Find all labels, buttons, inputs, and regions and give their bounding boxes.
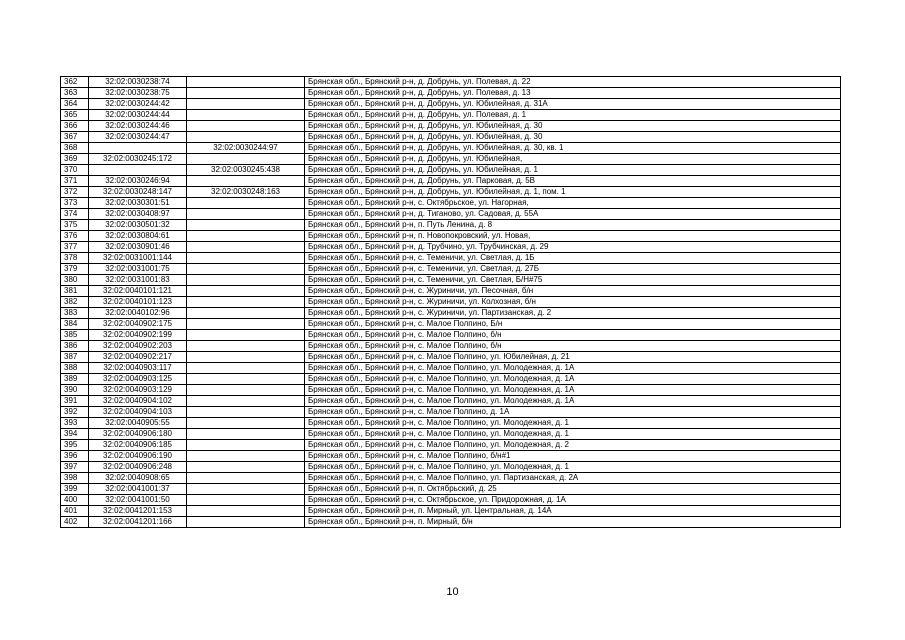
- parent-cadastral-cell: [187, 275, 305, 286]
- row-number-cell: 392: [61, 407, 89, 418]
- row-number-cell: 375: [61, 220, 89, 231]
- table-row: [61, 209, 841, 220]
- row-number-cell: 402: [61, 517, 89, 528]
- parent-cadastral-cell: [187, 363, 305, 374]
- table-row: [61, 198, 841, 209]
- cadastral-number-cell: 32:02:0031001:75: [89, 264, 187, 275]
- parent-cadastral-cell: [187, 132, 305, 143]
- row-number-cell: 382: [61, 297, 89, 308]
- cadastral-number-cell: 32:02:0040904:103: [89, 407, 187, 418]
- table-row: [61, 165, 841, 176]
- table-row: [61, 286, 841, 297]
- row-number-cell: 376: [61, 231, 89, 242]
- table-row: [61, 77, 841, 88]
- address-cell: Брянская обл., Брянский р-н, д. Добрунь, ул. Юбилейная, д. 30: [305, 121, 841, 132]
- table-row: [61, 275, 841, 286]
- address-cell: Брянская обл., Брянский р-н, д. Добрунь, ул. Юбилейная, д. 1, пом. 1: [305, 187, 841, 198]
- address-cell: Брянская обл., Брянский р-н, с. Журиничи, ул. Песочная, б/н: [305, 286, 841, 297]
- table-row: [61, 484, 841, 495]
- address-cell: Брянская обл., Брянский р-н, д. Добрунь, ул. Юбилейная, д. 1: [305, 165, 841, 176]
- table-row: [61, 385, 841, 396]
- row-number-cell: 388: [61, 363, 89, 374]
- address-cell: Брянская обл., Брянский р-н, п. Путь Ленина, д. 8: [305, 220, 841, 231]
- row-number-cell: 400: [61, 495, 89, 506]
- parent-cadastral-cell: [187, 429, 305, 440]
- table-row: [61, 242, 841, 253]
- table-row: [61, 407, 841, 418]
- cadastral-number-cell: 32:02:0041001:37: [89, 484, 187, 495]
- row-number-cell: 394: [61, 429, 89, 440]
- cadastral-number-cell: 32:02:0040902:203: [89, 341, 187, 352]
- table-row: [61, 495, 841, 506]
- cadastral-number-cell: 32:02:0030245:172: [89, 154, 187, 165]
- cadastral-number-cell: 32:02:0031001:83: [89, 275, 187, 286]
- address-cell: Брянская обл., Брянский р-н, с. Малое Полпино, ул. Молодежная, д. 2: [305, 440, 841, 451]
- address-cell: Брянская обл., Брянский р-н, с. Малое Полпино, ул. Молодежная, д. 1А: [305, 396, 841, 407]
- table-row: [61, 440, 841, 451]
- cadastral-number-cell: 32:02:0040906:185: [89, 440, 187, 451]
- parent-cadastral-cell: [187, 330, 305, 341]
- parent-cadastral-cell: [187, 198, 305, 209]
- table-row: [61, 264, 841, 275]
- table-row: [61, 187, 841, 198]
- table-row: [61, 88, 841, 99]
- parent-cadastral-cell: [187, 396, 305, 407]
- address-cell: Брянская обл., Брянский р-н, с. Малое Полпино, д. 1А: [305, 407, 841, 418]
- address-cell: Брянская обл., Брянский р-н, с. Журиничи, ул. Колхозная, б/н: [305, 297, 841, 308]
- parent-cadastral-cell: 32:02:0030245:438: [187, 165, 305, 176]
- cadastral-number-cell: 32:02:0030248:147: [89, 187, 187, 198]
- address-cell: Брянская обл., Брянский р-н, с. Малое Полпино, ул. Партизанская, д. 2А: [305, 473, 841, 484]
- table-row: [61, 231, 841, 242]
- table-body: [61, 77, 841, 528]
- parent-cadastral-cell: 32:02:0030248:163: [187, 187, 305, 198]
- address-cell: Брянская обл., Брянский р-н, с. Малое Полпино, ул. Молодежная, д. 1А: [305, 374, 841, 385]
- row-number-cell: 398: [61, 473, 89, 484]
- cadastral-number-cell: 32:02:0030238:75: [89, 88, 187, 99]
- row-number-cell: 389: [61, 374, 89, 385]
- address-cell: Брянская обл., Брянский р-н, д. Тиганово, ул. Садовая, д. 55А: [305, 209, 841, 220]
- table-row: [61, 330, 841, 341]
- address-cell: Брянская обл., Брянский р-н, д. Добрунь, ул. Парковая, д. 5В: [305, 176, 841, 187]
- address-cell: Брянская обл., Брянский р-н, д. Добрунь, ул. Полевая, д. 13: [305, 88, 841, 99]
- address-cell: Брянская обл., Брянский р-н, д. Добрунь, ул. Юбилейная, д. 31А: [305, 99, 841, 110]
- cadastral-number-cell: 32:02:0040101:121: [89, 286, 187, 297]
- parent-cadastral-cell: [187, 418, 305, 429]
- row-number-cell: 387: [61, 352, 89, 363]
- parent-cadastral-cell: [187, 209, 305, 220]
- address-cell: Брянская обл., Брянский р-н, д. Добрунь, ул. Полевая, д. 1: [305, 110, 841, 121]
- table-row: [61, 110, 841, 121]
- row-number-cell: 384: [61, 319, 89, 330]
- row-number-cell: 368: [61, 143, 89, 154]
- address-cell: Брянская обл., Брянский р-н, с. Октябрьское, ул. Нагорная,: [305, 198, 841, 209]
- cadastral-number-cell: 32:02:0030408:97: [89, 209, 187, 220]
- cadastral-number-cell: 32:02:0041201:153: [89, 506, 187, 517]
- address-cell: Брянская обл., Брянский р-н, с. Малое Полпино, ул. Молодежная, д. 1: [305, 429, 841, 440]
- table-row: [61, 396, 841, 407]
- cadastral-number-cell: 32:02:0030244:46: [89, 121, 187, 132]
- row-number-cell: 401: [61, 506, 89, 517]
- parent-cadastral-cell: [187, 297, 305, 308]
- address-cell: Брянская обл., Брянский р-н, с. Теменичи, ул. Светлая, Б/Н#75: [305, 275, 841, 286]
- row-number-cell: 363: [61, 88, 89, 99]
- row-number-cell: 362: [61, 77, 89, 88]
- cadastral-number-cell: 32:02:0030244:47: [89, 132, 187, 143]
- row-number-cell: 397: [61, 462, 89, 473]
- table-row: [61, 506, 841, 517]
- table-row: [61, 176, 841, 187]
- table-row: [61, 462, 841, 473]
- row-number-cell: 367: [61, 132, 89, 143]
- parent-cadastral-cell: 32:02:0030244:97: [187, 143, 305, 154]
- cadastral-number-cell: 32:02:0040905:55: [89, 418, 187, 429]
- row-number-cell: 395: [61, 440, 89, 451]
- row-number-cell: 373: [61, 198, 89, 209]
- address-cell: Брянская обл., Брянский р-н, п. Октябрьский, д. 25: [305, 484, 841, 495]
- parent-cadastral-cell: [187, 451, 305, 462]
- parent-cadastral-cell: [187, 517, 305, 528]
- address-cell: Брянская обл., Брянский р-н, д. Трубчино, ул. Трубчинская, д. 29: [305, 242, 841, 253]
- row-number-cell: 369: [61, 154, 89, 165]
- cadastral-number-cell: 32:02:0040903:125: [89, 374, 187, 385]
- cadastral-number-cell: 32:02:0030301:51: [89, 198, 187, 209]
- cadastral-number-cell: 32:02:0040902:175: [89, 319, 187, 330]
- parent-cadastral-cell: [187, 462, 305, 473]
- parent-cadastral-cell: [187, 99, 305, 110]
- table-row: [61, 363, 841, 374]
- row-number-cell: 383: [61, 308, 89, 319]
- row-number-cell: 374: [61, 209, 89, 220]
- cadastral-number-cell: [89, 143, 187, 154]
- cadastral-number-cell: 32:02:0040908:65: [89, 473, 187, 484]
- parent-cadastral-cell: [187, 77, 305, 88]
- cadastral-number-cell: 32:02:0030246:94: [89, 176, 187, 187]
- row-number-cell: 371: [61, 176, 89, 187]
- parent-cadastral-cell: [187, 88, 305, 99]
- parent-cadastral-cell: [187, 154, 305, 165]
- parent-cadastral-cell: [187, 176, 305, 187]
- row-number-cell: 366: [61, 121, 89, 132]
- address-cell: Брянская обл., Брянский р-н, д. Добрунь, ул. Юбилейная, д. 30, кв. 1: [305, 143, 841, 154]
- row-number-cell: 393: [61, 418, 89, 429]
- property-registry-table: [60, 76, 841, 528]
- address-cell: Брянская обл., Брянский р-н, с. Малое Полпино, б/н: [305, 341, 841, 352]
- address-cell: Брянская обл., Брянский р-н, с. Малое Полпино, ул. Молодежная, д. 1: [305, 462, 841, 473]
- row-number-cell: 379: [61, 264, 89, 275]
- parent-cadastral-cell: [187, 385, 305, 396]
- row-number-cell: 365: [61, 110, 89, 121]
- row-number-cell: 399: [61, 484, 89, 495]
- parent-cadastral-cell: [187, 407, 305, 418]
- table-row: [61, 352, 841, 363]
- row-number-cell: 378: [61, 253, 89, 264]
- cadastral-number-cell: 32:02:0030901:46: [89, 242, 187, 253]
- table-row: [61, 473, 841, 484]
- row-number-cell: 377: [61, 242, 89, 253]
- row-number-cell: 380: [61, 275, 89, 286]
- address-cell: Брянская обл., Брянский р-н, с. Малое Полпино, б/н: [305, 330, 841, 341]
- row-number-cell: 381: [61, 286, 89, 297]
- table-row: [61, 220, 841, 231]
- cadastral-number-cell: 32:02:0040906:248: [89, 462, 187, 473]
- table-row: [61, 253, 841, 264]
- parent-cadastral-cell: [187, 308, 305, 319]
- cadastral-number-cell: 32:02:0040906:190: [89, 451, 187, 462]
- row-number-cell: 390: [61, 385, 89, 396]
- parent-cadastral-cell: [187, 374, 305, 385]
- address-cell: Брянская обл., Брянский р-н, с. Теменичи, ул. Светлая, д. 1Б: [305, 253, 841, 264]
- parent-cadastral-cell: [187, 264, 305, 275]
- table-row: [61, 319, 841, 330]
- table-row: [61, 121, 841, 132]
- address-cell: Брянская обл., Брянский р-н, с. Малое Полпино, б/н#1: [305, 451, 841, 462]
- cadastral-number-cell: 32:02:0031001:144: [89, 253, 187, 264]
- table-row: [61, 418, 841, 429]
- table-row: [61, 517, 841, 528]
- cadastral-number-cell: 32:02:0030238:74: [89, 77, 187, 88]
- address-cell: Брянская обл., Брянский р-н, п. Новопокровский, ул. Новая,: [305, 231, 841, 242]
- cadastral-number-cell: 32:02:0040902:199: [89, 330, 187, 341]
- cadastral-number-cell: 32:02:0040903:117: [89, 363, 187, 374]
- cadastral-number-cell: 32:02:0030244:42: [89, 99, 187, 110]
- table-row: [61, 429, 841, 440]
- table-row: [61, 297, 841, 308]
- table-row: [61, 99, 841, 110]
- parent-cadastral-cell: [187, 506, 305, 517]
- cadastral-number-cell: 32:02:0041201:166: [89, 517, 187, 528]
- parent-cadastral-cell: [187, 121, 305, 132]
- cadastral-number-cell: [89, 165, 187, 176]
- row-number-cell: 396: [61, 451, 89, 462]
- address-cell: Брянская обл., Брянский р-н, с. Малое Полпино, ул. Юбилейная, д. 21: [305, 352, 841, 363]
- row-number-cell: 370: [61, 165, 89, 176]
- parent-cadastral-cell: [187, 231, 305, 242]
- cadastral-number-cell: 32:02:0030501:32: [89, 220, 187, 231]
- address-cell: Брянская обл., Брянский р-н, с. Малое Полпино, ул. Молодежная, д. 1А: [305, 385, 841, 396]
- parent-cadastral-cell: [187, 110, 305, 121]
- table-row: [61, 132, 841, 143]
- table-row: [61, 143, 841, 154]
- cadastral-number-cell: 32:02:0041001:50: [89, 495, 187, 506]
- parent-cadastral-cell: [187, 286, 305, 297]
- row-number-cell: 385: [61, 330, 89, 341]
- cadastral-number-cell: 32:02:0040101:123: [89, 297, 187, 308]
- cadastral-number-cell: 32:02:0040906:180: [89, 429, 187, 440]
- cadastral-number-cell: 32:02:0030244:44: [89, 110, 187, 121]
- address-cell: Брянская обл., Брянский р-н, с. Теменичи, ул. Светлая, д. 27Б: [305, 264, 841, 275]
- table-row: [61, 154, 841, 165]
- parent-cadastral-cell: [187, 242, 305, 253]
- parent-cadastral-cell: [187, 473, 305, 484]
- parent-cadastral-cell: [187, 495, 305, 506]
- table-row: [61, 374, 841, 385]
- page-number: 10: [446, 586, 459, 598]
- cadastral-number-cell: 32:02:0040902:217: [89, 352, 187, 363]
- parent-cadastral-cell: [187, 352, 305, 363]
- table-row: [61, 341, 841, 352]
- row-number-cell: 391: [61, 396, 89, 407]
- row-number-cell: 364: [61, 99, 89, 110]
- row-number-cell: 372: [61, 187, 89, 198]
- parent-cadastral-cell: [187, 484, 305, 495]
- parent-cadastral-cell: [187, 440, 305, 451]
- address-cell: Брянская обл., Брянский р-н, с. Малое Полпино, Б/н: [305, 319, 841, 330]
- parent-cadastral-cell: [187, 253, 305, 264]
- row-number-cell: 386: [61, 341, 89, 352]
- address-cell: Брянская обл., Брянский р-н, с. Журиничи, ул. Партизанская, д. 2: [305, 308, 841, 319]
- cadastral-number-cell: 32:02:0030804:61: [89, 231, 187, 242]
- address-cell: Брянская обл., Брянский р-н, с. Малое Полпино, ул. Молодежная, д. 1А: [305, 363, 841, 374]
- parent-cadastral-cell: [187, 319, 305, 330]
- table-row: [61, 308, 841, 319]
- table-row: [61, 451, 841, 462]
- cadastral-number-cell: 32:02:0040102:96: [89, 308, 187, 319]
- address-cell: Брянская обл., Брянский р-н, д. Добрунь, ул. Юбилейная,: [305, 154, 841, 165]
- cadastral-number-cell: 32:02:0040903:129: [89, 385, 187, 396]
- address-cell: Брянская обл., Брянский р-н, д. Добрунь, ул. Полевая, д. 22: [305, 77, 841, 88]
- address-cell: Брянская обл., Брянский р-н, с. Октябрьское, ул. Придорожная, д. 1А: [305, 495, 841, 506]
- address-cell: Брянская обл., Брянский р-н, п. Мирный, б/н: [305, 517, 841, 528]
- address-cell: Брянская обл., Брянский р-н, с. Малое Полпино, ул. Молодежная, д. 1: [305, 418, 841, 429]
- parent-cadastral-cell: [187, 341, 305, 352]
- cadastral-number-cell: 32:02:0040904:102: [89, 396, 187, 407]
- address-cell: Брянская обл., Брянский р-н, п. Мирный, ул. Центральная, д. 14А: [305, 506, 841, 517]
- parent-cadastral-cell: [187, 220, 305, 231]
- address-cell: Брянская обл., Брянский р-н, д. Добрунь, ул. Юбилейная, д. 30: [305, 132, 841, 143]
